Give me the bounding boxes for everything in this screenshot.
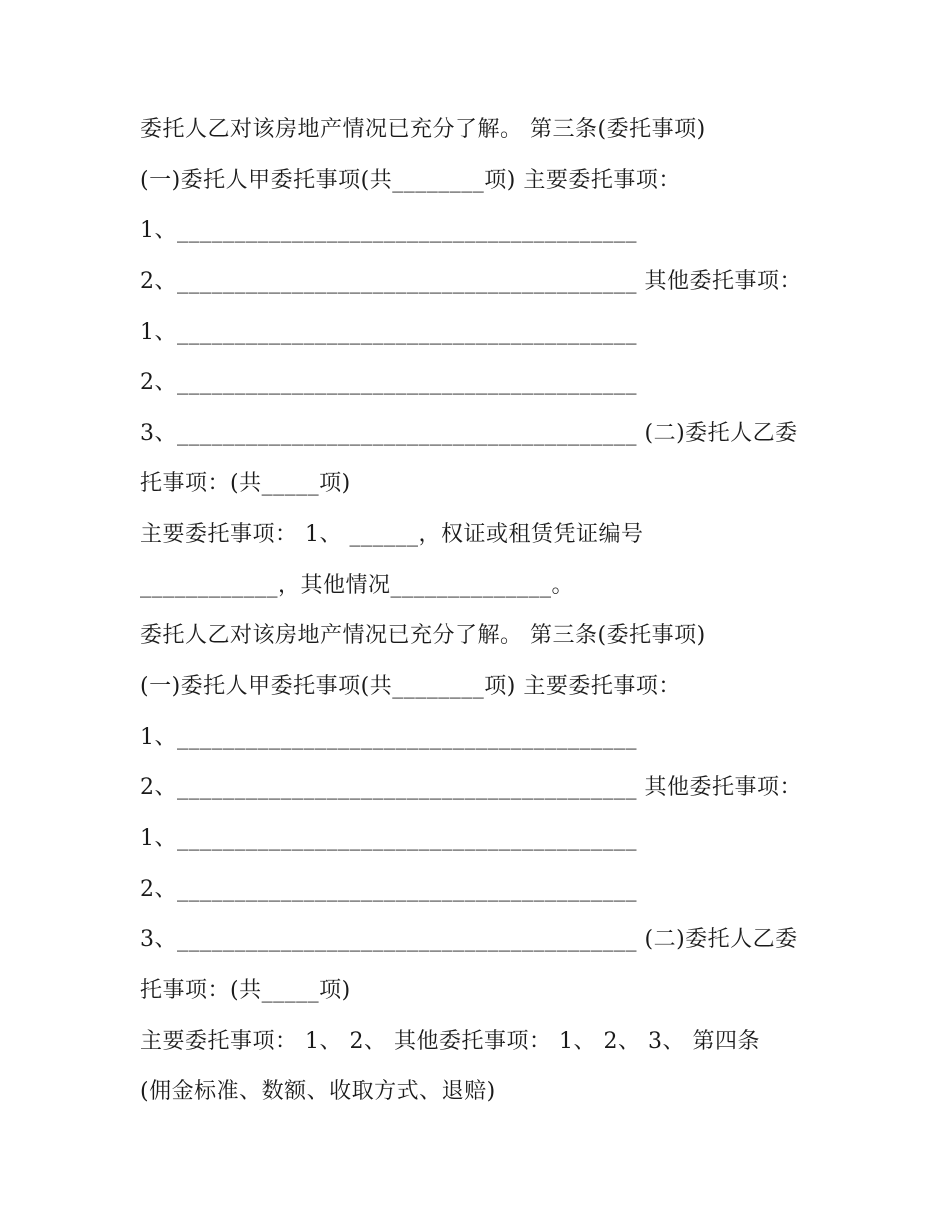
text-line: 托事项：(共_____项) [140,471,351,496]
text-line: 3、________________________________________ (二)委托人乙委 [140,927,798,952]
text-line: 1、________________________________________ [140,218,637,243]
text-line: 3、________________________________________ (二)委托人乙委 [140,421,798,446]
text-line: (一)委托人甲委托事项(共________项) 主要委托事项： [140,168,681,193]
text-line: 2、________________________________________ 其他委托事项： [140,775,802,800]
text-line: 委托人乙对该房地产情况已充分了解。 第三条(委托事项) [140,623,706,648]
text-line: (一)委托人甲委托事项(共________项) 主要委托事项： [140,674,681,699]
text-line: ____________，其他情况______________。 [140,573,575,598]
text-line: (佣金标准、数额、收取方式、退赔) [140,1079,496,1104]
text-line: 1、________________________________________ [140,320,637,345]
text-line: 托事项：(共_____项) [140,978,351,1003]
text-line: 2、________________________________________ [140,877,637,902]
text-line: 2、________________________________________ 其他委托事项： [140,269,802,294]
text-line: 委托人乙对该房地产情况已充分了解。 第三条(委托事项) [140,117,706,142]
text-line: 2、________________________________________ [140,370,637,395]
text-line: 主要委托事项： 1、 ______，权证或租赁凭证编号 [140,522,644,547]
text-line: 主要委托事项： 1、 2、 其他委托事项： 1、 2、 3、 第四条 [140,1029,760,1054]
text-line: 1、________________________________________ [140,826,637,851]
text-line: 1、________________________________________ [140,725,637,750]
